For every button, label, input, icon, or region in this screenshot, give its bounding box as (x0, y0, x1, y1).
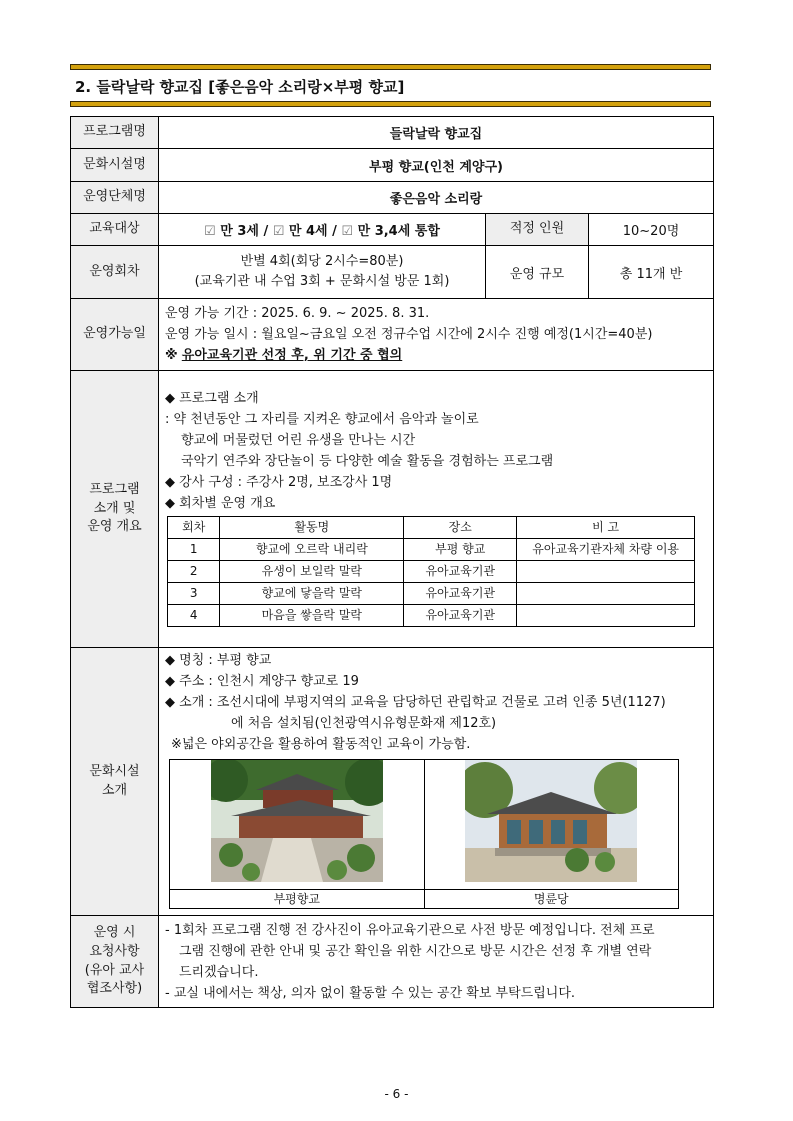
schedule-cell: 유아교육기관자체 차량 이용 (517, 538, 695, 560)
note-mark: ※ (165, 348, 178, 363)
capacity-value: 10~20명 (589, 214, 714, 246)
diamond-bullet-icon: ◆ (165, 495, 175, 511)
program-info-table (70, 116, 714, 1008)
photo-caption: 부평향교 (170, 890, 425, 909)
facility-address-line: ◆ 주소 : 인천시 계양구 향교로 19 (165, 674, 359, 689)
label-period: 운영가능일 (71, 299, 159, 371)
label-org: 운영단체명 (71, 182, 159, 214)
schedule-cell: 유아교육기관 (404, 582, 517, 604)
schedule-cell: 유생이 보일락 말락 (220, 560, 404, 582)
period-note-text: 유아교육기관 선정 후, 위 기간 중 협의 (181, 348, 403, 363)
photo-caption: 명륜당 (424, 890, 679, 909)
hyanggyo-photo (211, 760, 383, 882)
schedule-cell (517, 560, 695, 582)
facility-intro-content (159, 648, 714, 916)
photo-cell (170, 760, 425, 890)
sessions-line-2: (교육기관 내 수업 3회 + 문화시설 방문 1회) (194, 274, 450, 289)
schedule-header-cell: 장소 (404, 516, 517, 538)
period-value (159, 299, 714, 371)
request-line-4: - 교실 내에서는 책상, 의자 없이 활동할 수 있는 공간 확보 부탁드립니다. (165, 985, 576, 1001)
schedule-cell: 1 (168, 538, 220, 560)
schedule-cell: 2 (168, 560, 220, 582)
schedule-cell: 향교에 닿을락 말락 (220, 582, 404, 604)
schedule-cell: 유아교육기관 (404, 560, 517, 582)
schedule-cell (517, 604, 695, 626)
target-age-4: 만 4세 / (288, 224, 337, 239)
title-bar-top (70, 64, 711, 70)
checkbox-icon: ☑ (272, 224, 285, 239)
overview-intro-head: ◆ 프로그램 소개 (165, 390, 259, 406)
schedule-cell: 부평 향교 (404, 538, 517, 560)
title-bar-bottom (70, 101, 711, 107)
schedule-header-cell: 비 고 (517, 516, 695, 538)
schedule-row (168, 538, 695, 560)
overview-staff: ◆ 강사 구성 : 주강사 2명, 보조강사 1명 (165, 474, 393, 490)
facility-desc-line-1: ◆ 소개 : 조선시대에 부평지역의 교육을 담당하던 관립학교 건물로 고려 인종 5년(1127) (165, 695, 666, 710)
schedule-row (168, 582, 695, 604)
schedule-table (167, 516, 695, 627)
schedule-header-cell: 회차 (168, 516, 220, 538)
requests-content (159, 916, 714, 1008)
label-target: 교육대상 (71, 214, 159, 246)
checkbox-icon: ☑ (341, 224, 354, 239)
schedule-row (168, 604, 695, 626)
label-program: 프로그램명 (71, 117, 159, 149)
diamond-bullet-icon: ◆ (165, 674, 175, 689)
diamond-bullet-icon: ◆ (165, 390, 175, 406)
target-age-3: 만 3세 / (220, 224, 269, 239)
page-number: - 6 - (384, 1087, 409, 1101)
myeongryundang-photo (465, 760, 637, 882)
schedule-cell: 마음을 쌓을락 말락 (220, 604, 404, 626)
org-name: 좋은음악 소리랑 (159, 182, 714, 214)
overview-intro-line-1: : 약 천년동안 그 자리를 지켜온 향교에서 음악과 놀이로 (165, 411, 479, 427)
facility-note: ※넓은 야외공간을 활용하여 활동적인 교육이 가능함. (171, 737, 471, 752)
scale-value: 총 11개 반 (589, 246, 714, 299)
request-line-3: 드리겠습니다. (179, 964, 259, 980)
facility-desc-line-2: 에 처음 설치됨(인천광역시유형문화재 제12호) (231, 716, 497, 731)
program-name: 들락날락 향교집 (159, 117, 714, 149)
label-scale: 운영 규모 (486, 246, 589, 299)
photo-cell (424, 760, 679, 890)
overview-intro-line-3: 국악기 연주와 장단놀이 등 다양한 예술 활동을 경험하는 프로그램 (181, 453, 554, 469)
label-requests: 운영 시 요청사항 (유아 교사 협조사항) (71, 916, 159, 1008)
schedule-cell: 4 (168, 604, 220, 626)
diamond-bullet-icon: ◆ (165, 474, 175, 490)
schedule-row (168, 560, 695, 582)
sessions-value (159, 246, 486, 299)
schedule-cell (517, 582, 695, 604)
label-capacity: 적정 인원 (486, 214, 589, 246)
period-note (165, 345, 707, 366)
request-line-1: - 1회차 프로그램 진행 전 강사진이 유아교육기관으로 사전 방문 예정입니다. 전체 프로 (165, 922, 655, 938)
overview-content (159, 371, 714, 648)
period-line-1: 운영 가능 기간 : 2025. 6. 9. ~ 2025. 8. 31. (165, 306, 430, 321)
label-facility: 문화시설명 (71, 149, 159, 182)
schedule-cell: 유아교육기관 (404, 604, 517, 626)
facility-name: 부평 향교(인천 계양구) (159, 149, 714, 182)
overview-intro-line-2: 향교에 머물렀던 어린 유생을 만나는 시간 (181, 432, 416, 448)
request-line-2: 그램 진행에 관한 안내 및 공간 확인을 위한 시간으로 방문 시간은 선정 후 개별 연락 (179, 943, 652, 959)
sessions-line-1: 반별 4회(회당 2시수=80분) (240, 254, 404, 269)
schedule-header-row (168, 516, 695, 538)
diamond-bullet-icon: ◆ (165, 695, 175, 710)
photo-table (169, 759, 679, 909)
schedule-cell: 3 (168, 582, 220, 604)
diamond-bullet-icon: ◆ (165, 653, 175, 668)
section-title: 2. 들락날락 향교집 [좋은음악 소리랑×부평 향교] (75, 78, 405, 96)
target-age-combined: 만 3,4세 통합 (357, 224, 440, 239)
label-facility-intro: 문화시설 소개 (71, 648, 159, 916)
label-overview: 프로그램 소개 및 운영 개요 (71, 371, 159, 648)
target-value (159, 214, 486, 246)
period-line-2: 운영 가능 일시 : 월요일~금요일 오전 정규수업 시간에 2시수 진행 예정(1시간=40분) (165, 327, 653, 342)
schedule-cell: 향교에 오르락 내리락 (220, 538, 404, 560)
checkbox-icon: ☑ (204, 224, 216, 239)
label-sessions: 운영회차 (71, 246, 159, 299)
facility-name-line: ◆ 명칭 : 부평 향교 (165, 653, 272, 668)
overview-schedule-head: ◆ 회차별 운영 개요 (165, 495, 276, 511)
schedule-header-cell: 활동명 (220, 516, 404, 538)
